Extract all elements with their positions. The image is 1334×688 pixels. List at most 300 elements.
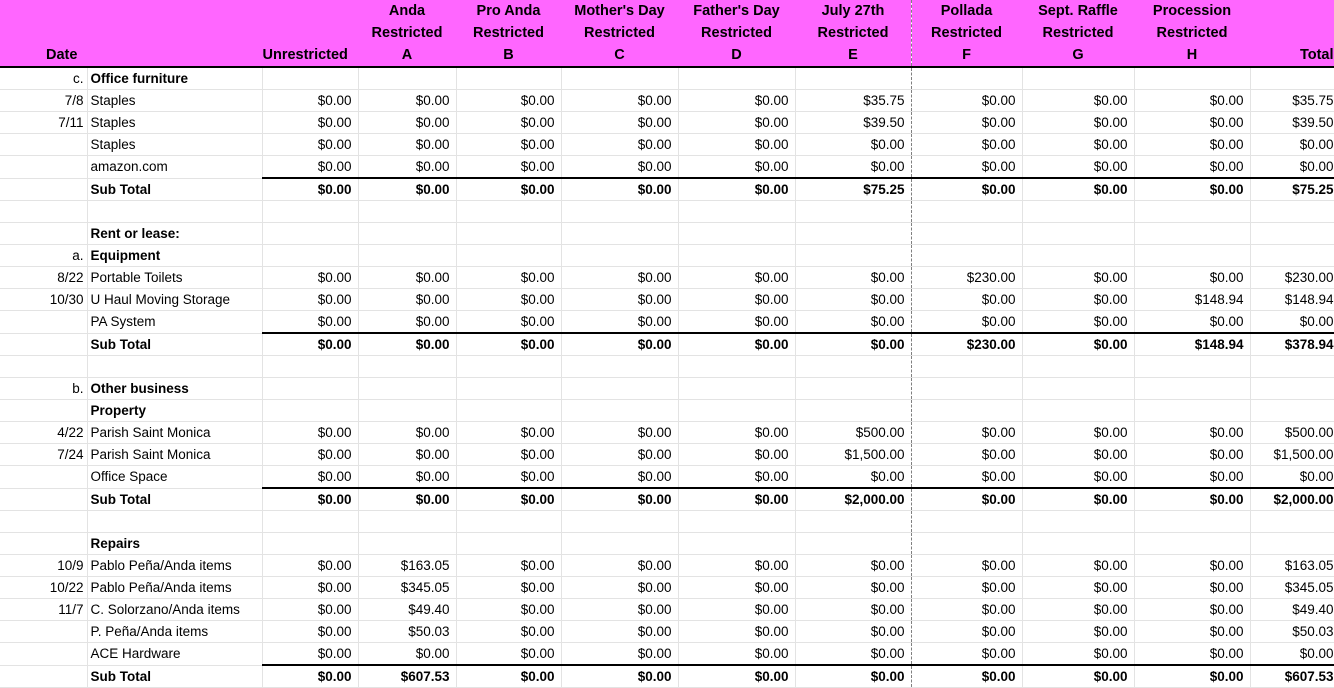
header-description[interactable] [87,0,262,67]
amount-cell-fathers-day-d[interactable]: $0.00 [678,488,795,511]
amount-cell-sept-raffle-g[interactable]: $0.00 [1022,267,1134,289]
amount-cell-unrestricted[interactable] [262,67,358,90]
description-cell[interactable] [87,201,262,223]
amount-cell-procession-h[interactable]: $0.00 [1134,156,1250,179]
amount-cell-anda-a[interactable]: $0.00 [358,267,456,289]
date-cell[interactable]: 7/24 [0,444,87,466]
amount-cell-unrestricted[interactable] [262,201,358,223]
description-cell[interactable]: Office furniture [87,67,262,90]
amount-cell-mothers-day-c[interactable] [561,245,678,267]
amount-cell-sept-raffle-g[interactable]: $0.00 [1022,444,1134,466]
amount-cell-procession-h[interactable]: $0.00 [1134,488,1250,511]
amount-cell-unrestricted[interactable]: $0.00 [262,488,358,511]
amount-cell-procession-h[interactable]: $0.00 [1134,643,1250,666]
amount-cell-total[interactable]: $500.00 [1250,422,1334,444]
amount-cell-sept-raffle-g[interactable] [1022,67,1134,90]
amount-cell-fathers-day-d[interactable] [678,245,795,267]
description-cell[interactable]: Parish Saint Monica [87,422,262,444]
amount-cell-pollada-f[interactable] [911,356,1022,378]
amount-cell-unrestricted[interactable]: $0.00 [262,289,358,311]
amount-cell-fathers-day-d[interactable]: $0.00 [678,643,795,666]
amount-cell-fathers-day-d[interactable]: $0.00 [678,289,795,311]
date-cell[interactable]: b. [0,378,87,400]
date-cell[interactable]: 7/11 [0,112,87,134]
amount-cell-pollada-f[interactable]: $0.00 [911,466,1022,489]
amount-cell-total[interactable] [1250,245,1334,267]
amount-cell-pollada-f[interactable]: $0.00 [911,577,1022,599]
amount-cell-pro-anda-b[interactable]: $0.00 [456,311,561,334]
description-cell[interactable]: Sub Total [87,178,262,201]
amount-cell-pollada-f[interactable] [911,201,1022,223]
amount-cell-fathers-day-d[interactable]: $0.00 [678,112,795,134]
date-cell[interactable] [0,156,87,179]
amount-cell-pollada-f[interactable] [911,533,1022,555]
amount-cell-procession-h[interactable]: $0.00 [1134,577,1250,599]
amount-cell-total[interactable]: $378.94 [1250,333,1334,356]
description-cell[interactable]: Sub Total [87,333,262,356]
date-cell[interactable] [0,223,87,245]
amount-cell-pollada-f[interactable]: $0.00 [911,599,1022,621]
amount-cell-procession-h[interactable]: $0.00 [1134,112,1250,134]
amount-cell-total[interactable] [1250,67,1334,90]
amount-cell-procession-h[interactable]: $0.00 [1134,555,1250,577]
amount-cell-anda-a[interactable]: $0.00 [358,178,456,201]
amount-cell-pollada-f[interactable]: $0.00 [911,488,1022,511]
amount-cell-mothers-day-c[interactable]: $0.00 [561,643,678,666]
amount-cell-pro-anda-b[interactable]: $0.00 [456,422,561,444]
amount-cell-pro-anda-b[interactable]: $0.00 [456,90,561,112]
header-col-g[interactable]: Sept. Raffle Restricted G [1022,0,1134,67]
amount-cell-pro-anda-b[interactable]: $0.00 [456,267,561,289]
amount-cell-total[interactable] [1250,511,1334,533]
amount-cell-pollada-f[interactable] [911,378,1022,400]
amount-cell-unrestricted[interactable]: $0.00 [262,90,358,112]
amount-cell-total[interactable]: $49.40 [1250,599,1334,621]
amount-cell-procession-h[interactable]: $0.00 [1134,665,1250,688]
description-cell[interactable]: Sub Total [87,488,262,511]
amount-cell-pollada-f[interactable]: $0.00 [911,178,1022,201]
amount-cell-unrestricted[interactable]: $0.00 [262,422,358,444]
amount-cell-unrestricted[interactable]: $0.00 [262,333,358,356]
amount-cell-july-27th-e[interactable]: $0.00 [795,156,911,179]
amount-cell-mothers-day-c[interactable]: $0.00 [561,466,678,489]
amount-cell-procession-h[interactable]: $148.94 [1134,333,1250,356]
amount-cell-procession-h[interactable]: $0.00 [1134,90,1250,112]
amount-cell-fathers-day-d[interactable]: $0.00 [678,466,795,489]
amount-cell-unrestricted[interactable]: $0.00 [262,311,358,334]
amount-cell-pro-anda-b[interactable] [456,223,561,245]
amount-cell-fathers-day-d[interactable]: $0.00 [678,178,795,201]
amount-cell-fathers-day-d[interactable]: $0.00 [678,156,795,179]
amount-cell-mothers-day-c[interactable] [561,356,678,378]
amount-cell-unrestricted[interactable] [262,245,358,267]
description-cell[interactable]: Rent or lease: [87,223,262,245]
amount-cell-july-27th-e[interactable]: $0.00 [795,621,911,643]
amount-cell-anda-a[interactable] [358,356,456,378]
description-cell[interactable] [87,356,262,378]
amount-cell-mothers-day-c[interactable]: $0.00 [561,422,678,444]
amount-cell-anda-a[interactable]: $0.00 [358,333,456,356]
amount-cell-july-27th-e[interactable]: $0.00 [795,643,911,666]
description-cell[interactable]: P. Peña/Anda items [87,621,262,643]
amount-cell-sept-raffle-g[interactable] [1022,400,1134,422]
amount-cell-anda-a[interactable] [358,223,456,245]
description-cell[interactable]: Equipment [87,245,262,267]
amount-cell-unrestricted[interactable]: $0.00 [262,466,358,489]
amount-cell-procession-h[interactable]: $0.00 [1134,134,1250,156]
amount-cell-july-27th-e[interactable]: $0.00 [795,577,911,599]
amount-cell-pro-anda-b[interactable] [456,400,561,422]
date-cell[interactable] [0,201,87,223]
amount-cell-total[interactable]: $39.50 [1250,112,1334,134]
amount-cell-fathers-day-d[interactable] [678,201,795,223]
amount-cell-fathers-day-d[interactable]: $0.00 [678,90,795,112]
header-total[interactable]: Total [1250,0,1334,67]
amount-cell-fathers-day-d[interactable]: $0.00 [678,267,795,289]
amount-cell-sept-raffle-g[interactable]: $0.00 [1022,621,1134,643]
header-date[interactable]: Date [0,0,87,67]
amount-cell-total[interactable]: $75.25 [1250,178,1334,201]
date-cell[interactable] [0,488,87,511]
amount-cell-july-27th-e[interactable]: $35.75 [795,90,911,112]
description-cell[interactable]: Pablo Peña/Anda items [87,555,262,577]
amount-cell-total[interactable]: $163.05 [1250,555,1334,577]
amount-cell-unrestricted[interactable]: $0.00 [262,178,358,201]
amount-cell-total[interactable]: $50.03 [1250,621,1334,643]
date-cell[interactable] [0,511,87,533]
amount-cell-total[interactable]: $607.53 [1250,665,1334,688]
amount-cell-sept-raffle-g[interactable]: $0.00 [1022,112,1134,134]
amount-cell-sept-raffle-g[interactable] [1022,356,1134,378]
amount-cell-sept-raffle-g[interactable]: $0.00 [1022,156,1134,179]
amount-cell-mothers-day-c[interactable]: $0.00 [561,267,678,289]
amount-cell-unrestricted[interactable] [262,356,358,378]
date-cell[interactable] [0,533,87,555]
amount-cell-mothers-day-c[interactable] [561,201,678,223]
amount-cell-fathers-day-d[interactable] [678,223,795,245]
amount-cell-pro-anda-b[interactable] [456,378,561,400]
date-cell[interactable] [0,311,87,334]
amount-cell-july-27th-e[interactable]: $0.00 [795,267,911,289]
amount-cell-july-27th-e[interactable]: $0.00 [795,555,911,577]
amount-cell-sept-raffle-g[interactable]: $0.00 [1022,555,1134,577]
amount-cell-july-27th-e[interactable]: $0.00 [795,665,911,688]
amount-cell-july-27th-e[interactable] [795,511,911,533]
amount-cell-pollada-f[interactable]: $0.00 [911,422,1022,444]
amount-cell-july-27th-e[interactable]: $0.00 [795,289,911,311]
amount-cell-pollada-f[interactable]: $0.00 [911,444,1022,466]
amount-cell-procession-h[interactable]: $0.00 [1134,621,1250,643]
amount-cell-procession-h[interactable] [1134,400,1250,422]
amount-cell-sept-raffle-g[interactable]: $0.00 [1022,311,1134,334]
amount-cell-anda-a[interactable]: $607.53 [358,665,456,688]
amount-cell-procession-h[interactable]: $0.00 [1134,311,1250,334]
amount-cell-procession-h[interactable] [1134,356,1250,378]
amount-cell-pollada-f[interactable]: $0.00 [911,555,1022,577]
amount-cell-mothers-day-c[interactable]: $0.00 [561,289,678,311]
amount-cell-july-27th-e[interactable]: $39.50 [795,112,911,134]
amount-cell-mothers-day-c[interactable] [561,378,678,400]
description-cell[interactable]: Portable Toilets [87,267,262,289]
date-cell[interactable]: 10/22 [0,577,87,599]
amount-cell-total[interactable]: $230.00 [1250,267,1334,289]
amount-cell-anda-a[interactable]: $0.00 [358,90,456,112]
date-cell[interactable]: 4/22 [0,422,87,444]
amount-cell-anda-a[interactable]: $163.05 [358,555,456,577]
amount-cell-mothers-day-c[interactable]: $0.00 [561,488,678,511]
amount-cell-sept-raffle-g[interactable]: $0.00 [1022,289,1134,311]
amount-cell-pro-anda-b[interactable]: $0.00 [456,488,561,511]
amount-cell-july-27th-e[interactable]: $500.00 [795,422,911,444]
amount-cell-unrestricted[interactable]: $0.00 [262,665,358,688]
amount-cell-pro-anda-b[interactable]: $0.00 [456,134,561,156]
amount-cell-mothers-day-c[interactable]: $0.00 [561,178,678,201]
header-col-d[interactable]: Father's Day Restricted D [678,0,795,67]
amount-cell-fathers-day-d[interactable]: $0.00 [678,665,795,688]
amount-cell-pro-anda-b[interactable]: $0.00 [456,665,561,688]
date-cell[interactable]: 10/9 [0,555,87,577]
amount-cell-pollada-f[interactable]: $0.00 [911,665,1022,688]
amount-cell-fathers-day-d[interactable]: $0.00 [678,555,795,577]
description-cell[interactable]: amazon.com [87,156,262,179]
description-cell[interactable]: Pablo Peña/Anda items [87,577,262,599]
amount-cell-pollada-f[interactable]: $0.00 [911,90,1022,112]
amount-cell-total[interactable]: $1,500.00 [1250,444,1334,466]
amount-cell-procession-h[interactable]: $0.00 [1134,444,1250,466]
amount-cell-fathers-day-d[interactable] [678,378,795,400]
amount-cell-sept-raffle-g[interactable]: $0.00 [1022,599,1134,621]
amount-cell-pro-anda-b[interactable]: $0.00 [456,289,561,311]
amount-cell-procession-h[interactable] [1134,201,1250,223]
amount-cell-anda-a[interactable]: $0.00 [358,488,456,511]
description-cell[interactable] [87,511,262,533]
amount-cell-pro-anda-b[interactable]: $0.00 [456,333,561,356]
amount-cell-pro-anda-b[interactable]: $0.00 [456,643,561,666]
amount-cell-july-27th-e[interactable] [795,245,911,267]
date-cell[interactable]: 10/30 [0,289,87,311]
amount-cell-fathers-day-d[interactable]: $0.00 [678,621,795,643]
amount-cell-total[interactable] [1250,223,1334,245]
amount-cell-anda-a[interactable]: $0.00 [358,643,456,666]
amount-cell-july-27th-e[interactable] [795,533,911,555]
date-cell[interactable] [0,643,87,666]
amount-cell-pollada-f[interactable] [911,245,1022,267]
amount-cell-sept-raffle-g[interactable]: $0.00 [1022,466,1134,489]
amount-cell-sept-raffle-g[interactable]: $0.00 [1022,488,1134,511]
amount-cell-procession-h[interactable] [1134,511,1250,533]
amount-cell-anda-a[interactable]: $0.00 [358,156,456,179]
amount-cell-mothers-day-c[interactable]: $0.00 [561,333,678,356]
amount-cell-total[interactable] [1250,400,1334,422]
amount-cell-mothers-day-c[interactable]: $0.00 [561,621,678,643]
amount-cell-mothers-day-c[interactable]: $0.00 [561,555,678,577]
amount-cell-mothers-day-c[interactable]: $0.00 [561,156,678,179]
amount-cell-total[interactable] [1250,201,1334,223]
amount-cell-unrestricted[interactable]: $0.00 [262,444,358,466]
amount-cell-sept-raffle-g[interactable] [1022,533,1134,555]
description-cell[interactable]: Parish Saint Monica [87,444,262,466]
date-cell[interactable] [0,333,87,356]
amount-cell-pollada-f[interactable]: $0.00 [911,621,1022,643]
amount-cell-pro-anda-b[interactable]: $0.00 [456,444,561,466]
date-cell[interactable] [0,466,87,489]
date-cell[interactable]: 8/22 [0,267,87,289]
amount-cell-sept-raffle-g[interactable] [1022,511,1134,533]
amount-cell-pollada-f[interactable]: $230.00 [911,267,1022,289]
description-cell[interactable]: Staples [87,134,262,156]
amount-cell-pro-anda-b[interactable] [456,201,561,223]
description-cell[interactable]: PA System [87,311,262,334]
amount-cell-pro-anda-b[interactable] [456,533,561,555]
amount-cell-total[interactable]: $0.00 [1250,643,1334,666]
amount-cell-fathers-day-d[interactable] [678,67,795,90]
amount-cell-pollada-f[interactable]: $0.00 [911,311,1022,334]
description-cell[interactable]: Staples [87,112,262,134]
amount-cell-unrestricted[interactable]: $0.00 [262,643,358,666]
amount-cell-anda-a[interactable]: $0.00 [358,422,456,444]
amount-cell-sept-raffle-g[interactable]: $0.00 [1022,333,1134,356]
amount-cell-pro-anda-b[interactable]: $0.00 [456,621,561,643]
header-unrestricted[interactable]: Unrestricted [262,0,358,67]
amount-cell-unrestricted[interactable] [262,223,358,245]
description-cell[interactable]: C. Solorzano/Anda items [87,599,262,621]
amount-cell-unrestricted[interactable]: $0.00 [262,577,358,599]
amount-cell-july-27th-e[interactable]: $0.00 [795,333,911,356]
description-cell[interactable]: Repairs [87,533,262,555]
amount-cell-july-27th-e[interactable] [795,356,911,378]
date-cell[interactable]: 11/7 [0,599,87,621]
description-cell[interactable]: Staples [87,90,262,112]
amount-cell-procession-h[interactable]: $0.00 [1134,178,1250,201]
amount-cell-sept-raffle-g[interactable]: $0.00 [1022,134,1134,156]
amount-cell-pro-anda-b[interactable]: $0.00 [456,178,561,201]
amount-cell-procession-h[interactable]: $0.00 [1134,267,1250,289]
date-cell[interactable] [0,178,87,201]
amount-cell-july-27th-e[interactable] [795,400,911,422]
amount-cell-procession-h[interactable]: $148.94 [1134,289,1250,311]
amount-cell-total[interactable] [1250,356,1334,378]
date-cell[interactable]: 7/8 [0,90,87,112]
amount-cell-july-27th-e[interactable]: $0.00 [795,466,911,489]
amount-cell-total[interactable]: $0.00 [1250,134,1334,156]
amount-cell-anda-a[interactable]: $0.00 [358,311,456,334]
amount-cell-july-27th-e[interactable]: $0.00 [795,599,911,621]
header-col-b[interactable]: Pro Anda Restricted B [456,0,561,67]
header-col-e[interactable]: July 27th Restricted E [795,0,911,67]
amount-cell-pro-anda-b[interactable] [456,511,561,533]
description-cell[interactable]: U Haul Moving Storage [87,289,262,311]
date-cell[interactable] [0,134,87,156]
header-col-h[interactable]: Procession Restricted H [1134,0,1250,67]
amount-cell-unrestricted[interactable] [262,511,358,533]
amount-cell-pollada-f[interactable] [911,400,1022,422]
amount-cell-procession-h[interactable]: $0.00 [1134,422,1250,444]
amount-cell-total[interactable]: $148.94 [1250,289,1334,311]
amount-cell-mothers-day-c[interactable]: $0.00 [561,90,678,112]
amount-cell-pollada-f[interactable]: $0.00 [911,134,1022,156]
amount-cell-pollada-f[interactable]: $0.00 [911,112,1022,134]
amount-cell-july-27th-e[interactable] [795,378,911,400]
amount-cell-pollada-f[interactable]: $230.00 [911,333,1022,356]
amount-cell-anda-a[interactable] [358,245,456,267]
amount-cell-procession-h[interactable] [1134,378,1250,400]
amount-cell-fathers-day-d[interactable] [678,533,795,555]
amount-cell-mothers-day-c[interactable] [561,533,678,555]
description-cell[interactable]: ACE Hardware [87,643,262,666]
amount-cell-july-27th-e[interactable] [795,201,911,223]
amount-cell-unrestricted[interactable]: $0.00 [262,555,358,577]
amount-cell-unrestricted[interactable]: $0.00 [262,156,358,179]
amount-cell-pollada-f[interactable] [911,67,1022,90]
amount-cell-july-27th-e[interactable]: $0.00 [795,311,911,334]
amount-cell-july-27th-e[interactable]: $0.00 [795,134,911,156]
amount-cell-sept-raffle-g[interactable] [1022,201,1134,223]
amount-cell-mothers-day-c[interactable] [561,223,678,245]
amount-cell-pollada-f[interactable]: $0.00 [911,289,1022,311]
amount-cell-july-27th-e[interactable] [795,67,911,90]
amount-cell-total[interactable]: $0.00 [1250,311,1334,334]
amount-cell-anda-a[interactable] [358,400,456,422]
amount-cell-mothers-day-c[interactable] [561,400,678,422]
amount-cell-pro-anda-b[interactable]: $0.00 [456,555,561,577]
description-cell[interactable]: Sub Total [87,665,262,688]
amount-cell-july-27th-e[interactable]: $2,000.00 [795,488,911,511]
amount-cell-pro-anda-b[interactable] [456,356,561,378]
amount-cell-total[interactable] [1250,533,1334,555]
amount-cell-fathers-day-d[interactable]: $0.00 [678,444,795,466]
amount-cell-mothers-day-c[interactable]: $0.00 [561,112,678,134]
amount-cell-unrestricted[interactable] [262,533,358,555]
amount-cell-mothers-day-c[interactable] [561,511,678,533]
amount-cell-pro-anda-b[interactable]: $0.00 [456,577,561,599]
amount-cell-anda-a[interactable] [358,378,456,400]
amount-cell-total[interactable] [1250,378,1334,400]
amount-cell-mothers-day-c[interactable]: $0.00 [561,311,678,334]
amount-cell-pollada-f[interactable] [911,223,1022,245]
amount-cell-pollada-f[interactable]: $0.00 [911,156,1022,179]
amount-cell-unrestricted[interactable]: $0.00 [262,112,358,134]
amount-cell-procession-h[interactable] [1134,245,1250,267]
amount-cell-anda-a[interactable]: $0.00 [358,289,456,311]
amount-cell-total[interactable]: $0.00 [1250,466,1334,489]
amount-cell-mothers-day-c[interactable]: $0.00 [561,134,678,156]
amount-cell-procession-h[interactable] [1134,223,1250,245]
amount-cell-unrestricted[interactable]: $0.00 [262,621,358,643]
amount-cell-anda-a[interactable]: $0.00 [358,134,456,156]
amount-cell-anda-a[interactable]: $345.05 [358,577,456,599]
amount-cell-fathers-day-d[interactable]: $0.00 [678,311,795,334]
amount-cell-fathers-day-d[interactable] [678,511,795,533]
amount-cell-pro-anda-b[interactable]: $0.00 [456,466,561,489]
description-cell[interactable]: Office Space [87,466,262,489]
amount-cell-pro-anda-b[interactable]: $0.00 [456,599,561,621]
amount-cell-anda-a[interactable] [358,201,456,223]
amount-cell-anda-a[interactable]: $0.00 [358,444,456,466]
amount-cell-procession-h[interactable] [1134,533,1250,555]
amount-cell-fathers-day-d[interactable]: $0.00 [678,134,795,156]
amount-cell-fathers-day-d[interactable]: $0.00 [678,577,795,599]
date-cell[interactable]: a. [0,245,87,267]
header-col-a[interactable]: Anda Restricted A [358,0,456,67]
amount-cell-unrestricted[interactable]: $0.00 [262,599,358,621]
amount-cell-sept-raffle-g[interactable]: $0.00 [1022,665,1134,688]
amount-cell-procession-h[interactable]: $0.00 [1134,599,1250,621]
date-cell[interactable] [0,665,87,688]
header-col-c[interactable]: Mother's Day Restricted C [561,0,678,67]
amount-cell-unrestricted[interactable] [262,400,358,422]
amount-cell-total[interactable]: $345.05 [1250,577,1334,599]
amount-cell-pro-anda-b[interactable] [456,67,561,90]
